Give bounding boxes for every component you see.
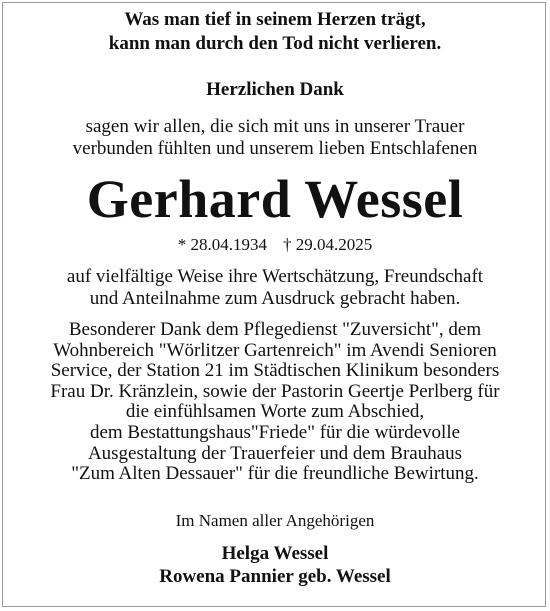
appreciation-line-2: und Anteilnahme zum Ausdruck gebracht haben. [89,288,461,309]
thanks-heading: Herzlichen Dank [206,79,344,100]
motto-verse [0,8,550,56]
deceased-name: Gerhard Wessel [86,169,464,229]
special-thanks-line: Service, der Station 21 im Städtischen Klinikum besonders [50,360,500,382]
closing-text: Im Namen aller Angehörigen [175,511,375,530]
appreciation-text [0,266,550,310]
life-dates [0,234,550,256]
special-thanks-line: Besonderer Dank dem Pflegedienst "Zuversicht", dem [68,319,482,340]
signer-name: Rowena Pannier geb. Wessel [159,566,391,587]
intro-line-1: sagen wir allen, die sich mit uns in unserer Trauer [85,116,465,137]
motto-line-2: kann man durch den Tod nicht verlieren. [108,33,442,54]
special-thanks-paragraph [0,320,550,485]
intro-line-2: verbunden fühlten und unserem lieben Entschlafenen [72,138,478,159]
special-thanks-line: Ausgestaltung der Trauerfeier und dem Brauhaus [87,442,463,464]
special-thanks-line: dem Bestattungshaus"Friede" für die würdevolle [89,421,461,443]
special-thanks-line: die einfühlsamen Worte zum Abschied, [125,401,425,423]
motto-line-1: Was man tief in seinem Herzen trägt, [124,9,426,30]
appreciation-line-1: auf vielfältige Weise ihre Wertschätzung, Freundschaft [66,266,484,287]
death-date: † 29.04.2025 [283,235,373,254]
intro-text [0,116,550,160]
signer-name: Helga Wessel [221,543,329,564]
special-thanks-line: Wohnbereich "Wörlitzer Gartenreich" im Avendi Senioren [53,339,497,361]
special-thanks-line: Frau Dr. Kränzlein, sowie der Pastorin Geertje Perlberg für [50,380,500,402]
special-thanks-line: "Zum Alten Dessauer" für die freundliche Bewirtung. [71,463,479,485]
birth-date: * 28.04.1934 [177,235,267,254]
signers [0,542,550,588]
